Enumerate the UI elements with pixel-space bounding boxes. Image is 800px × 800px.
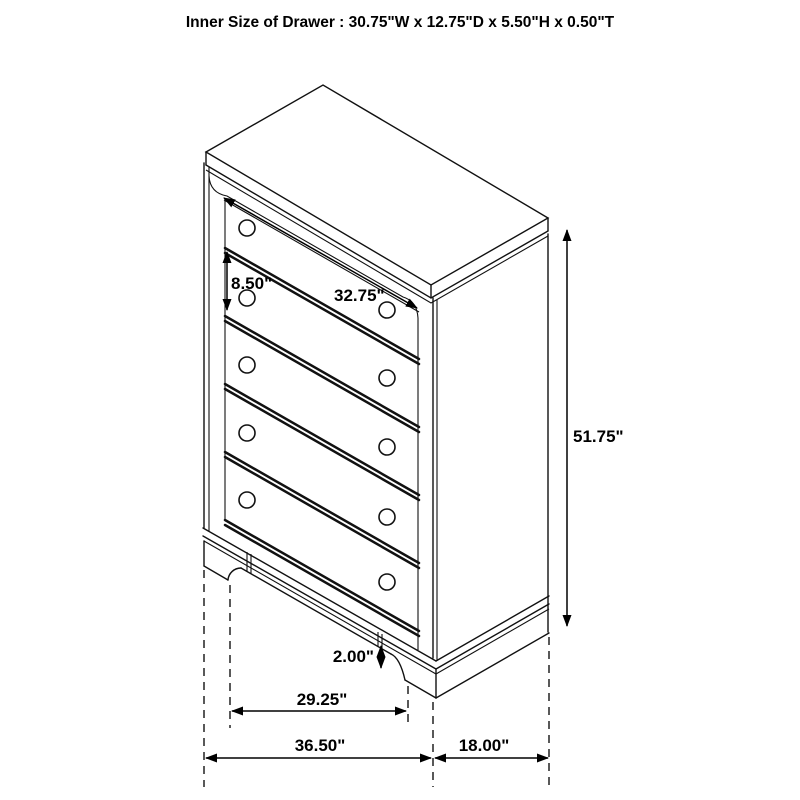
- base-height-label: 2.00": [332, 647, 374, 666]
- chest-left-corner: [204, 163, 209, 531]
- knob: [379, 574, 395, 590]
- knob: [239, 220, 255, 236]
- knob: [239, 492, 255, 508]
- dimension-base-inner-width: [232, 690, 406, 711]
- dimension-overall-depth: [435, 736, 548, 758]
- knob: [239, 357, 255, 373]
- overall-depth-label: 18.00": [458, 736, 510, 755]
- chest-drawing: [203, 85, 549, 787]
- base-inner-width-label: 29.25": [296, 690, 348, 709]
- dimension-base-height: [333, 646, 381, 668]
- dimension-overall-height: [567, 230, 624, 626]
- diagram-title: Inner Size of Drawer : 30.75"W x 12.75"D x 5.50"H x 0.50"T: [185, 14, 615, 31]
- drawer-width-label: 32.75": [334, 286, 385, 305]
- dimension-overall-width: [206, 736, 431, 758]
- chest-base: [203, 528, 549, 698]
- drawer-height-label: 8.50": [231, 274, 273, 293]
- knob: [379, 370, 395, 386]
- overall-width-label: 36.50": [294, 736, 346, 755]
- knob: [379, 439, 395, 455]
- knob: [239, 425, 255, 441]
- chest-side-panel: [433, 234, 548, 661]
- knob: [379, 509, 395, 525]
- overall-height-label: 51.75": [573, 427, 624, 446]
